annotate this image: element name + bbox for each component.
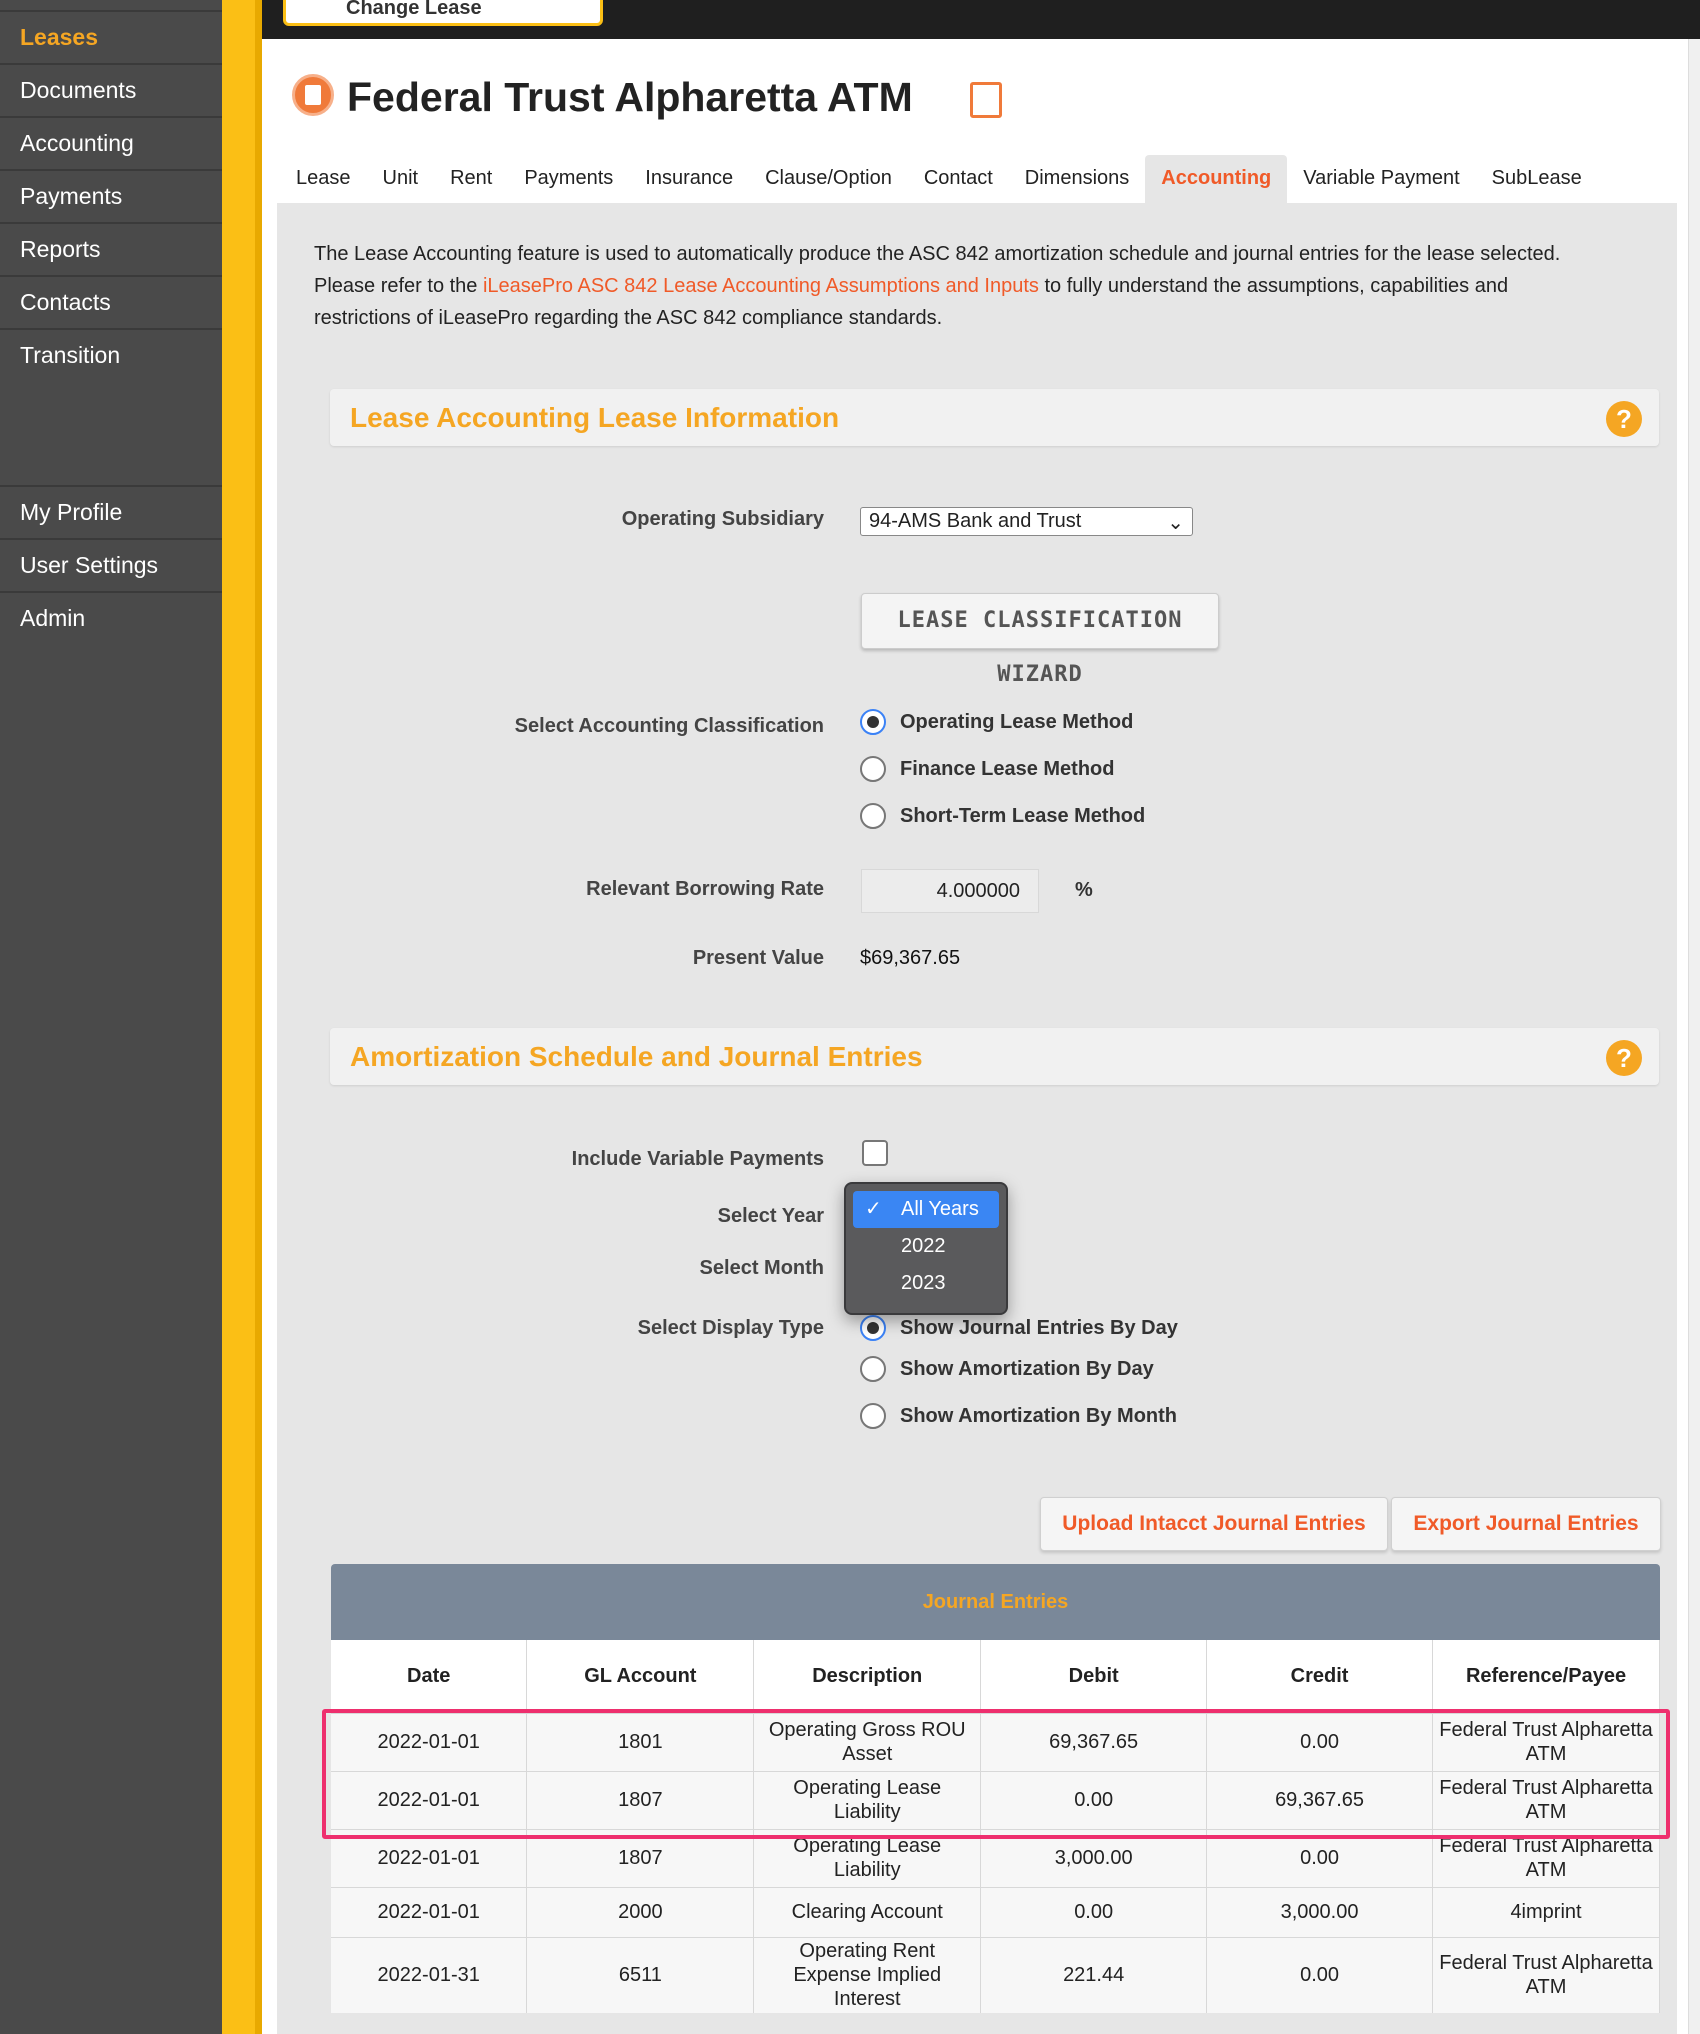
amortization-title: Amortization Schedule and Journal Entries	[350, 1041, 923, 1072]
amortization-section-header	[330, 1028, 1659, 1085]
table-row: 2022-01-01 1807 Operating Lease Liability 0.00 69,367.65 Federal Trust Alpharetta ATM	[331, 1771, 1660, 1829]
radio-button[interactable]	[860, 1315, 886, 1341]
sidebar	[0, 0, 222, 2034]
year-option-2023[interactable]: 2023	[901, 1272, 946, 1294]
sidebar-item-payments[interactable]: Payments	[0, 169, 222, 222]
lease-info-section-header	[330, 389, 1659, 446]
lease-icon	[292, 74, 334, 116]
lease-classification-wizard-button[interactable]: LEASE CLASSIFICATION WIZARD	[861, 593, 1219, 649]
display-type-label: Select Display Type	[637, 1317, 824, 1339]
present-value: $69,367.65	[860, 947, 961, 969]
short-term-lease-option[interactable]: Short-Term Lease Method	[860, 801, 1145, 831]
variable-payments-checkbox[interactable]	[862, 1140, 888, 1166]
subsidiary-label: Operating Subsidiary	[621, 508, 824, 530]
journal-entries-table	[331, 1640, 1660, 2013]
table-row: 2022-01-01 1807 Operating Lease Liability 3,000.00 0.00 Federal Trust Alpharetta ATM	[331, 1829, 1660, 1887]
upload-intacct-button[interactable]: Upload Intacct Journal Entries	[1040, 1497, 1388, 1551]
radio-button[interactable]	[860, 756, 886, 782]
tab-variable-payment[interactable]: Variable Payment	[1303, 167, 1460, 189]
column-credit[interactable]: Credit	[1207, 1640, 1433, 1713]
radio-button[interactable]	[860, 709, 886, 735]
help-icon[interactable]: ?	[1606, 1040, 1642, 1076]
present-value-label: Present Value	[692, 947, 824, 969]
sidebar-item-accounting[interactable]: Accounting	[0, 116, 222, 169]
tab-bar	[280, 155, 1598, 203]
column-debit[interactable]: Debit	[981, 1640, 1207, 1713]
sidebar-item-reports[interactable]: Reports	[0, 222, 222, 275]
operating-lease-option[interactable]: Operating Lease Method	[860, 707, 1133, 737]
select-year-label: Select Year	[717, 1205, 824, 1227]
tab-dimensions[interactable]: Dimensions	[1024, 167, 1130, 189]
sidebar-item-contacts[interactable]: Contacts	[0, 275, 222, 328]
table-row: 2022-01-01 2000 Clearing Account 0.00 3,000.00 4imprint	[331, 1887, 1660, 1937]
percent-unit: %	[1075, 879, 1093, 901]
select-month-label: Select Month	[699, 1257, 824, 1279]
chevron-down-icon: ⌄	[1167, 512, 1184, 534]
checkmark-icon: ✓	[865, 1198, 882, 1220]
page-scrollbar[interactable]	[1688, 39, 1700, 2034]
sidebar-item-user-settings[interactable]: User Settings	[0, 538, 222, 591]
amortization-by-month-option[interactable]: Show Amortization By Month	[860, 1401, 1177, 1431]
year-dropdown-menu[interactable]	[844, 1182, 1008, 1315]
help-icon[interactable]: ?	[1606, 401, 1642, 437]
variable-payments-label: Include Variable Payments	[571, 1148, 824, 1170]
finance-lease-option[interactable]: Finance Lease Method	[860, 754, 1115, 784]
radio-button[interactable]	[860, 803, 886, 829]
classification-label: Select Accounting Classification	[514, 715, 824, 737]
intro-text: The Lease Accounting feature is used to automatically produce the ASC 842 amortization schedule and journal entries for the lease selected. Please refer to the iLeasePro ASC 842 Lease Accounting Assumptions and Inputs to fully understand the assumptions, capabilities and restrictions of iLeasePro regarding the ASC 842 compliance standards.	[314, 243, 1561, 329]
export-journal-button[interactable]: Export Journal Entries	[1391, 1497, 1661, 1551]
sidebar-item-my-profile[interactable]: My Profile	[0, 485, 222, 538]
journal-by-day-option[interactable]: Show Journal Entries By Day	[860, 1313, 1178, 1343]
column-date[interactable]: Date	[331, 1640, 527, 1713]
notes-icon[interactable]	[970, 82, 1002, 118]
assumptions-link[interactable]: iLeasePro ASC 842 Lease Accounting Assumptions and Inputs	[482, 275, 1039, 297]
column-gl-account[interactable]: GL Account	[527, 1640, 754, 1713]
tab-unit[interactable]: Unit	[382, 167, 419, 189]
tab-clause-option[interactable]: Clause/Option	[765, 167, 892, 189]
borrowing-rate-label: Relevant Borrowing Rate	[586, 878, 824, 900]
table-header-row	[331, 1640, 1660, 1713]
column-description[interactable]: Description	[754, 1640, 981, 1713]
accent-bar-edge	[255, 0, 262, 2034]
lease-info-title: Lease Accounting Lease Information	[350, 402, 840, 433]
journal-entries-header: Journal Entries	[331, 1564, 1660, 1640]
year-option-2022[interactable]: 2022	[901, 1235, 946, 1257]
table-row: 2022-01-31 6511 Operating Rent Expense Implied Interest 221.44 0.00 Federal Trust Alpharetta ATM	[331, 1937, 1660, 2013]
subsidiary-select[interactable]: 94-AMS Bank and Trust ⌄	[860, 507, 1193, 536]
tab-payments[interactable]: Payments	[524, 167, 614, 189]
sidebar-item-documents[interactable]: Documents	[0, 63, 222, 116]
tab-lease[interactable]: Lease	[296, 167, 351, 189]
sidebar-spacer	[0, 381, 222, 485]
borrowing-rate-input[interactable]: 4.000000	[861, 869, 1039, 913]
sidebar-item-leases[interactable]: Leases	[0, 10, 222, 63]
column-reference[interactable]: Reference/Payee	[1433, 1640, 1660, 1713]
sidebar-item-admin[interactable]: Admin	[0, 591, 222, 644]
year-option-all[interactable]: ✓ All Years	[853, 1191, 999, 1228]
tab-rent[interactable]: Rent	[450, 167, 493, 189]
amortization-by-day-option[interactable]: Show Amortization By Day	[860, 1354, 1154, 1384]
tab-sublease[interactable]: SubLease	[1491, 167, 1582, 189]
sidebar-item-transition[interactable]: Transition	[0, 328, 222, 381]
tab-contact[interactable]: Contact	[923, 167, 993, 189]
tab-insurance[interactable]: Insurance	[645, 167, 734, 189]
table-row: 2022-01-01 1801 Operating Gross ROU Asset 69,367.65 0.00 Federal Trust Alpharetta ATM	[331, 1713, 1660, 1771]
radio-button[interactable]	[860, 1403, 886, 1429]
radio-button[interactable]	[860, 1356, 886, 1382]
page-title: Federal Trust Alpharetta ATM	[347, 74, 913, 120]
tab-accounting[interactable]: Accounting	[1145, 155, 1287, 203]
change-lease-button[interactable]: Change Lease	[283, 0, 603, 26]
